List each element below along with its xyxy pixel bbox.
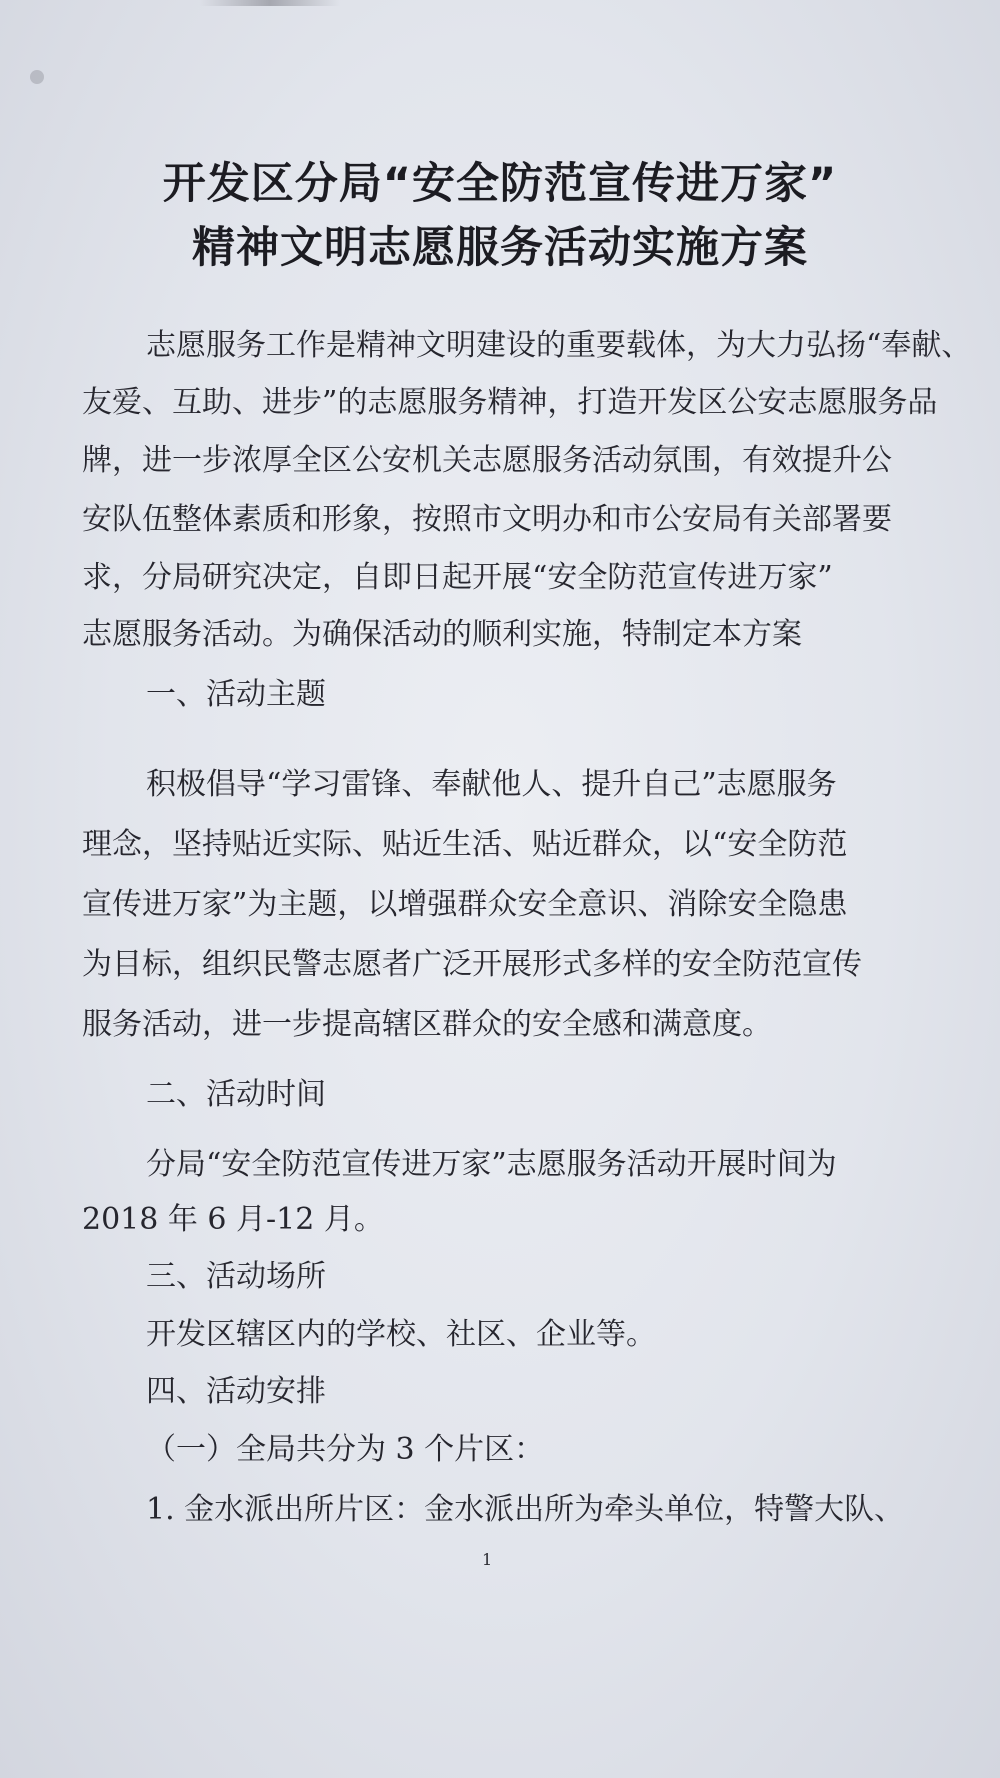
section-2-line-1: 分局“安全防范宣传进万家”志愿服务活动开展时间为 bbox=[146, 1147, 837, 1182]
section-1-heading: 一、活动主题 bbox=[146, 677, 326, 712]
section-1-line-3: 宣传进万家”为主题，以增强群众安全意识、消除安全隐患 bbox=[82, 887, 848, 922]
intro-line-1: 志愿服务工作是精神文明建设的重要载体，为大力弘扬“奉献、 bbox=[146, 328, 972, 363]
section-3-heading: 三、活动场所 bbox=[146, 1259, 326, 1294]
section-4-line-2: 1. 金水派出所片区：金水派出所为牵头单位，特警大队、 bbox=[146, 1492, 905, 1527]
document-title-line-1: 开发区分局“安全防范宣传进万家” bbox=[162, 159, 838, 209]
document-title-line-2: 精神文明志愿服务活动实施方案 bbox=[192, 223, 808, 273]
page-number: 1 bbox=[482, 1550, 493, 1569]
section-3-line-1: 开发区辖区内的学校、社区、企业等。 bbox=[146, 1317, 656, 1352]
paper-smudge bbox=[30, 70, 44, 84]
section-1-line-2: 理念，坚持贴近实际、贴近生活、贴近群众，以“安全防范 bbox=[82, 827, 848, 862]
intro-line-4: 安队伍整体素质和形象，按照市文明办和市公安局有关部署要 bbox=[82, 502, 892, 537]
section-2-heading: 二、活动时间 bbox=[146, 1077, 326, 1112]
intro-line-6: 志愿服务活动。为确保活动的顺利实施，特制定本方案 bbox=[82, 617, 802, 652]
section-2-line-2: 2018 年 6 月-12 月。 bbox=[82, 1202, 384, 1237]
intro-line-5: 求，分局研究决定，自即日起开展“安全防范宣传进万家” bbox=[82, 560, 833, 595]
section-4-heading: 四、活动安排 bbox=[146, 1374, 326, 1409]
section-1-line-1: 积极倡导“学习雷锋、奉献他人、提升自己”志愿服务 bbox=[146, 767, 837, 802]
section-1-line-5: 服务活动，进一步提高辖区群众的安全感和满意度。 bbox=[82, 1007, 772, 1042]
section-4-line-1: （一）全局共分为 3 个片区： bbox=[146, 1432, 545, 1467]
intro-line-2: 友爱、互助、进步”的志愿服务精神，打造开发区公安志愿服务品 bbox=[82, 385, 938, 420]
bleed-through-mark bbox=[200, 0, 340, 6]
section-1-line-4: 为目标，组织民警志愿者广泛开展形式多样的安全防范宣传 bbox=[82, 947, 862, 982]
intro-line-3: 牌，进一步浓厚全区公安机关志愿服务活动氛围，有效提升公 bbox=[82, 443, 892, 478]
